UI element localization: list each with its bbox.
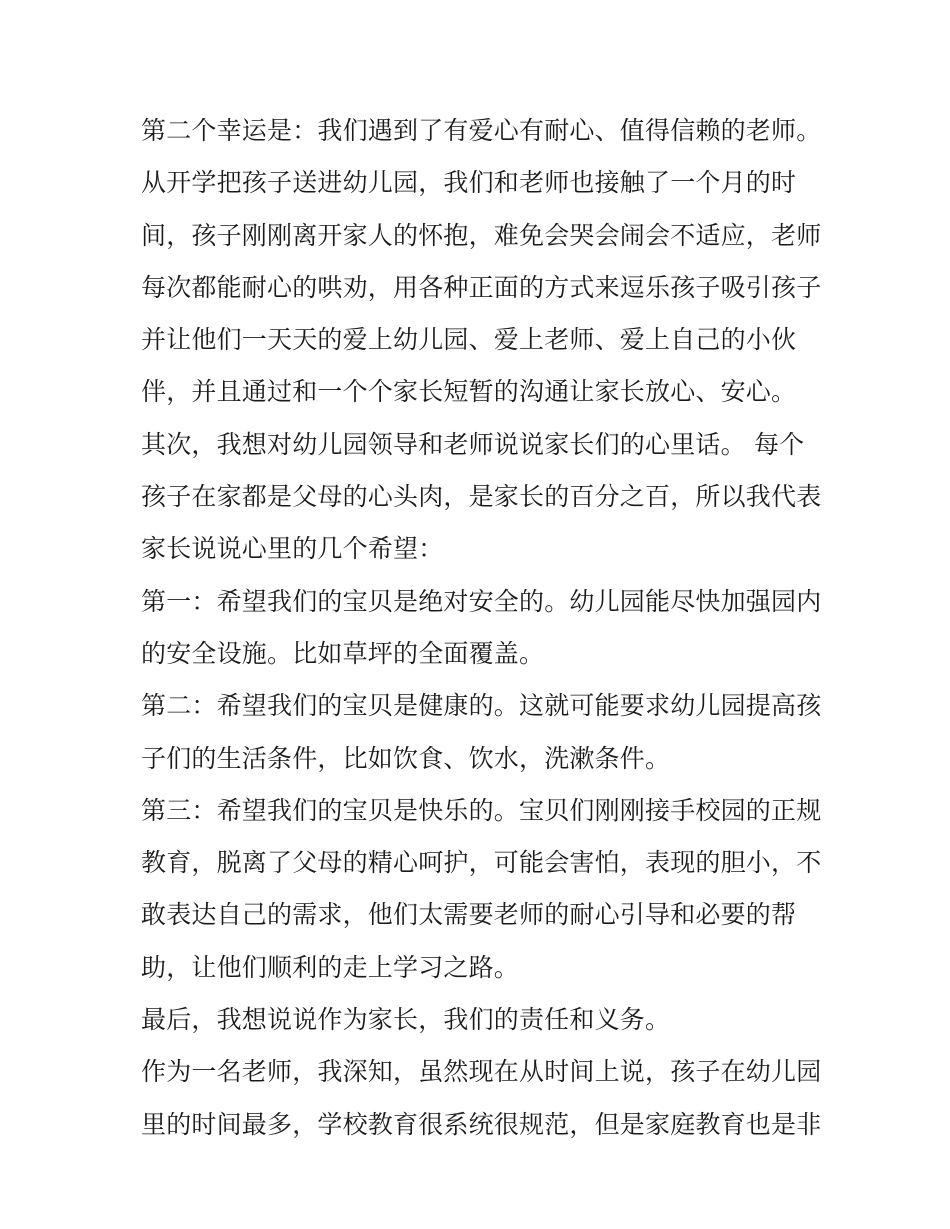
text-line: 助，让他们顺利的走上学习之路。: [141, 952, 520, 982]
text-line: 里的时间最多，学校教育很系统很规范，但是家庭教育也是非: [141, 1109, 822, 1139]
text-line: 孩子在家都是父母的心头肉，是家长的百分之百，所以我代表: [141, 482, 822, 512]
text-line: 最后，我想说说作为家长，我们的责任和义务。: [141, 1005, 671, 1035]
text-line: 第二个幸运是：我们遇到了有爱心有耐心、值得信赖的老师。: [141, 116, 822, 145]
text-line: 第一：希望我们的宝贝是绝对安全的。幼儿园能尽快加强园内: [141, 586, 822, 616]
text-line: 每次都能耐心的哄劝，用各种正面的方式来逗乐孩子吸引孩子: [141, 272, 822, 302]
text-line: 并让他们一天天的爱上幼儿园、爱上老师、爱上自己的小伙: [141, 325, 797, 355]
document-body: [141, 105, 822, 1151]
text-line: 其次，我想对幼儿园领导和老师说说家长们的心里话。 每个: [141, 429, 805, 459]
text-line: 教育，脱离了父母的精心呵护，可能会害怕，表现的胆小，不: [141, 848, 822, 878]
text-line: 从开学把孩子送进幼儿园，我们和老师也接触了一个月的时: [141, 168, 797, 198]
text-line: 子们的生活条件，比如饮食、饮水，洗漱条件。: [141, 743, 671, 773]
text-line: 间，孩子刚刚离开家人的怀抱，难免会哭会闹会不适应，老师: [141, 220, 822, 250]
text-line: 作为一名老师，我深知，虽然现在从时间上说，孩子在幼儿园: [141, 1057, 822, 1087]
text-line: 伴，并且通过和一个个家长短暂的沟通让家长放心、安心。: [141, 377, 797, 407]
text-line: 第三：希望我们的宝贝是快乐的。宝贝们刚刚接手校园的正规: [141, 795, 822, 825]
text-line: 敢表达自己的需求，他们太需要老师的耐心引导和必要的帮: [141, 900, 797, 930]
text-line: 的安全设施。比如草坪的全面覆盖。: [141, 638, 545, 668]
text-line: 家长说说心里的几个希望：: [141, 534, 444, 564]
text-line: 第二：希望我们的宝贝是健康的。这就可能要求幼儿园提高孩: [141, 691, 822, 721]
